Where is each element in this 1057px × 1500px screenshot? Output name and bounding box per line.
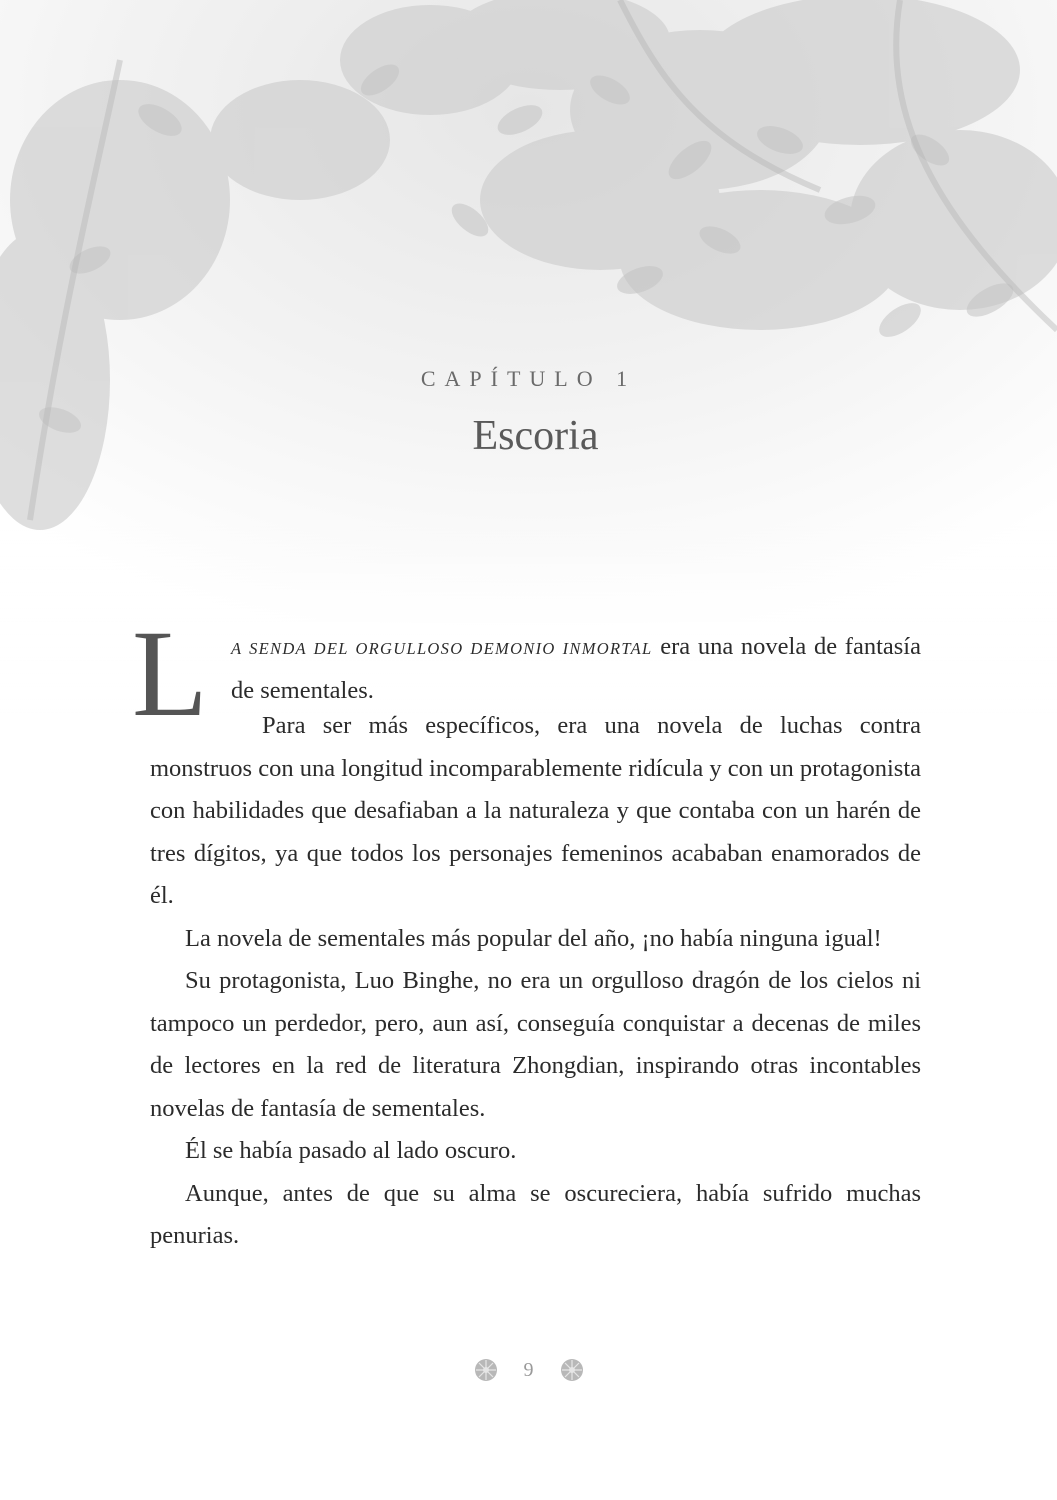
paragraph: Él se había pasado al lado oscuro. bbox=[185, 1137, 517, 1164]
body-text bbox=[150, 705, 921, 1258]
drop-cap: L bbox=[132, 605, 208, 742]
book-title-smallcaps: A SENDA DEL ORGULLOSO DEMONIO INMORTAL bbox=[231, 639, 653, 658]
opening-paragraph bbox=[231, 626, 921, 712]
chapter-label: CAPÍTULO 1 bbox=[420, 366, 637, 391]
floral-medallion-icon bbox=[474, 1358, 498, 1382]
floral-medallion-icon bbox=[560, 1358, 584, 1382]
paragraph: La novela de sementales más popular del año, ¡no había ninguna igual! bbox=[185, 924, 882, 952]
page-footer bbox=[0, 1358, 1057, 1382]
page-number: 9 bbox=[523, 1358, 534, 1381]
paragraph: Para ser más específicos, era una novela de luchas contra monstruos con una longitud incomparablemente ridícula y con un protagonista con habilidades que desafiaban a la naturaleza y que contaba con un harén de tres dígitos, ya que todos los personajes femeninos acababan enamorados de él. bbox=[150, 712, 921, 909]
chapter-title: Escoria bbox=[472, 413, 599, 459]
paragraph: Su protagonista, Luo Binghe, no era un orgulloso dragón de los cielos ni tampoco un perdedor, pero, aun así, conseguía conquistar a decenas de miles de lectores en la red de literatura Zhongdian, inspirando otras incontables novelas de fantasía de sementales. bbox=[150, 967, 921, 1122]
opening-paragraph-text: era una novela de fantasía de sementales. bbox=[231, 633, 921, 704]
paragraph: Aunque, antes de que su alma se oscureciera, había sufrido muchas penurias. bbox=[150, 1179, 921, 1249]
